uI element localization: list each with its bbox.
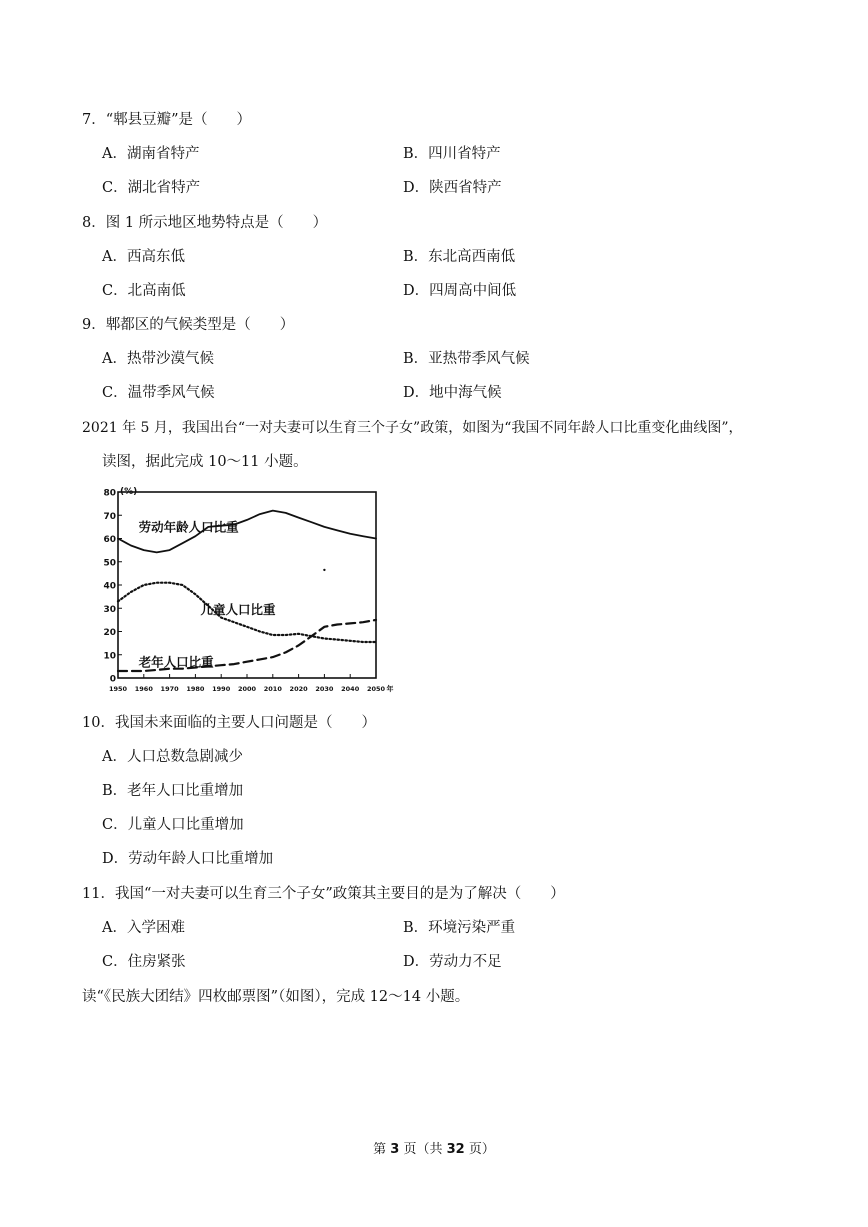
q7-option-d[interactable]: D．陕西省特产 xyxy=(403,180,502,196)
footer-total-pages: 32 xyxy=(446,1142,465,1157)
footer-post: 页） xyxy=(464,1142,495,1157)
question-8-stem: 8．图 1 所示地区地势特点是（ ） xyxy=(82,215,328,231)
q10-option-a[interactable]: A．人口总数急剧减少 xyxy=(102,749,243,765)
y-tick-label: 80 xyxy=(103,488,116,499)
y-tick-label: 20 xyxy=(103,628,116,638)
intro-12-14: 读“《民族大团结》四枚邮票图”（如图），完成 12～14 小题。 xyxy=(82,989,470,1005)
q8-option-c[interactable]: C．北高南低 xyxy=(102,283,186,299)
q10-option-c[interactable]: C．儿童人口比重增加 xyxy=(102,817,244,833)
q11-option-b[interactable]: B．环境污染严重 xyxy=(403,920,516,936)
q7-option-b[interactable]: B．四川省特产 xyxy=(403,146,501,162)
q10-option-b[interactable]: B．老年人口比重增加 xyxy=(102,783,244,799)
page-footer xyxy=(0,1138,868,1157)
q9-option-d[interactable]: D．地中海气候 xyxy=(403,385,502,401)
q9-option-c[interactable]: C．温带季风气候 xyxy=(102,385,215,401)
q11-option-d[interactable]: D．劳动力不足 xyxy=(403,954,502,970)
question-7-stem: 7．“郫县豆瓣”是（ ） xyxy=(82,112,252,128)
x-tick-label: 2040 xyxy=(341,685,360,693)
x-tick-label: 1960 xyxy=(134,685,153,693)
series-label-1: 劳动年龄人口比重 xyxy=(138,519,239,535)
question-11-stem: 11．我国“一对夫妻可以生育三个子女”政策其主要目的是为了解决（ ） xyxy=(82,886,565,902)
y-tick-label: 40 xyxy=(103,581,116,592)
series-label-3: 老年人口比重 xyxy=(138,654,214,670)
x-tick-label: 2050 xyxy=(366,685,386,693)
question-10-stem: 10．我国未来面临的主要人口问题是（ ） xyxy=(82,715,376,731)
q11-option-c[interactable]: C．住房紧张 xyxy=(102,954,186,970)
x-tick-label: 1980 xyxy=(186,685,205,693)
x-tick-label: 2030 xyxy=(315,685,334,693)
x-tick-label: 2010 xyxy=(263,685,282,693)
footer-page-number: 3 xyxy=(390,1142,400,1157)
x-tick-label: 2020 xyxy=(289,685,308,693)
q8-option-a[interactable]: A．西高东低 xyxy=(102,249,185,265)
y-tick-label: 10 xyxy=(103,651,116,662)
x-tick-label: 1970 xyxy=(160,685,179,693)
q8-option-b[interactable]: B．东北高西南低 xyxy=(403,249,516,265)
q9-option-b[interactable]: B．亚热带季风气候 xyxy=(403,351,530,367)
q7-option-c[interactable]: C．湖北省特产 xyxy=(102,180,201,196)
population-ratio-chart xyxy=(103,482,400,704)
q8-option-d[interactable]: D．四周高中间低 xyxy=(403,283,517,299)
q10-option-d[interactable]: D．劳动年龄人口比重增加 xyxy=(102,851,274,867)
y-tick-label: 30 xyxy=(103,604,116,615)
series-label-2: 儿童人口比重 xyxy=(200,602,276,618)
speck-dot xyxy=(323,569,325,571)
y-unit-label: (%) xyxy=(120,487,138,497)
question-9-stem: 9．郫都区的气候类型是（ ） xyxy=(82,317,295,333)
y-tick-label: 70 xyxy=(103,511,116,522)
y-tick-label: 60 xyxy=(103,535,116,545)
x-tick-label: 1990 xyxy=(212,685,231,693)
footer-mid: 页（共 xyxy=(399,1142,447,1157)
x-tick-label: 2000 xyxy=(237,685,257,693)
intro-10-11-line1: 2021 年 5 月，我国出台“一对夫妻可以生育三个子女”政策，如图为“我国不同年龄人口比重变化曲线图”， xyxy=(82,420,743,436)
x-tick-label: 1950 xyxy=(108,685,128,693)
footer-pre: 第 xyxy=(373,1142,391,1157)
q7-option-a[interactable]: A．湖南省特产 xyxy=(102,146,200,162)
y-tick-label: 50 xyxy=(103,558,116,569)
x-unit-label: 年 xyxy=(386,685,394,693)
q11-option-a[interactable]: A．入学困难 xyxy=(102,920,185,936)
intro-10-11-line2: 读图，据此完成 10～11 小题。 xyxy=(102,454,308,470)
q9-option-a[interactable]: A．热带沙漠气候 xyxy=(102,351,214,367)
y-tick-label: 0 xyxy=(109,674,116,685)
